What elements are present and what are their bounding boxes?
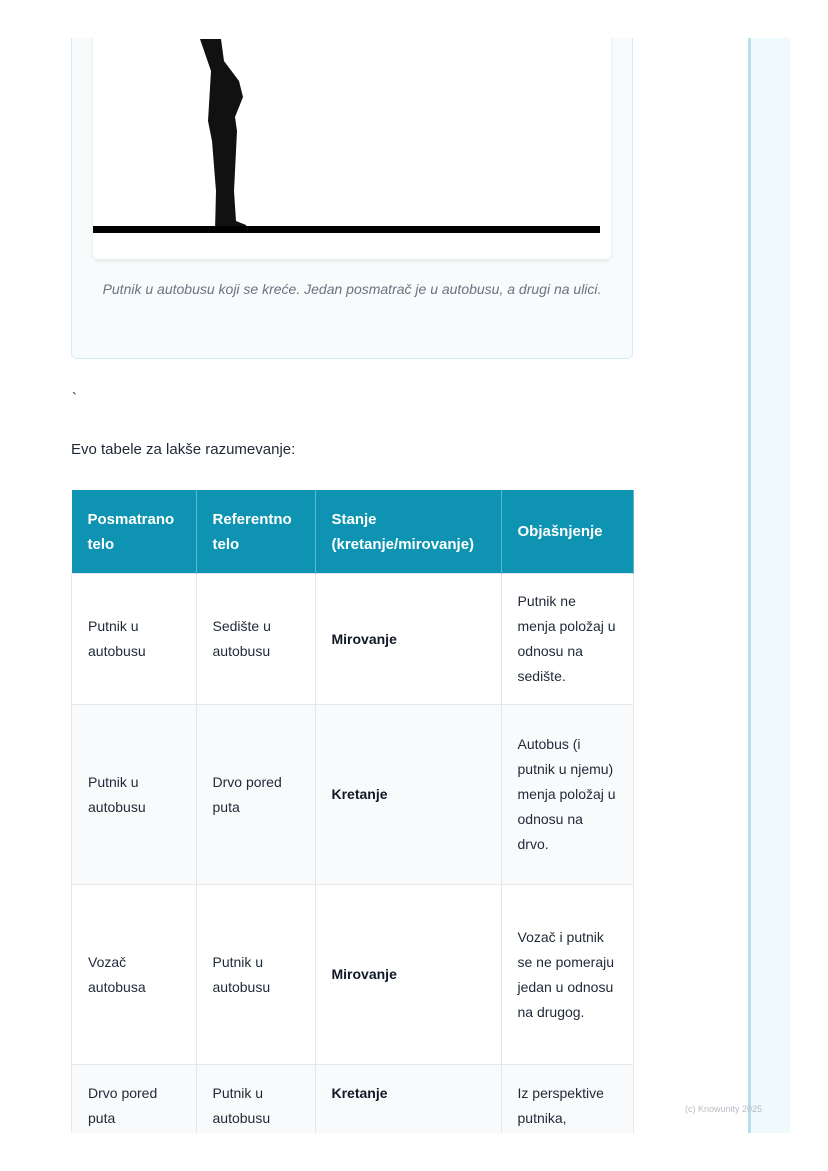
table-cell: Vozač autobusa [72,885,197,1065]
table-header-row [72,490,634,574]
header-cell: Referentno telo [196,490,315,574]
header-cell: Posmatrano telo [72,490,197,574]
copyright: (c) Knowunity 2025 [685,1104,763,1114]
state-cell: Kretanje [315,1065,501,1150]
state-cell: Mirovanje [315,885,501,1065]
header-cell: Stanje (kretanje/mirovanje) [315,490,501,574]
table-cell: Putnik ne menja položaj u odnosu na sedište. [501,574,634,705]
table-cell: Vozač i putnik se ne pomeraju jedan u odnosu na drugog. [501,885,634,1065]
table-cell: Drvo pored puta [72,1065,197,1150]
state-cell: Mirovanje [315,574,501,705]
table-cell: Putnik u autobusu [196,1065,315,1150]
table-cell: Sedište u autobusu [196,574,315,705]
intro-text: Evo tabele za lakše razumevanje: [71,441,296,458]
table-row [72,885,634,1065]
comparison-table [71,490,634,1150]
table-cell: Autobus (i putnik u njemu) menja položaj u odnosu na drvo. [501,705,634,885]
figure-image [93,21,611,259]
table-cell: Iz perspektive putnika, [501,1065,634,1150]
table-row [72,574,634,705]
header-cell: Objašnjenje [501,490,634,574]
person-silhouette-icon [93,21,611,259]
table-cell: Putnik u autobusu [196,885,315,1065]
figure-card [71,20,633,359]
stray-backtick: ` [72,390,77,407]
figure-caption: Putnik u autobusu koji se kreće. Jedan posmatrač je u autobusu, a drugi na ulici. [102,281,602,297]
table-cell: Drvo pored puta [196,705,315,885]
side-panel [748,38,790,1133]
table-cell: Putnik u autobusu [72,705,197,885]
state-cell: Kretanje [315,705,501,885]
table-row [72,705,634,885]
table-cell: Putnik u autobusu [72,574,197,705]
